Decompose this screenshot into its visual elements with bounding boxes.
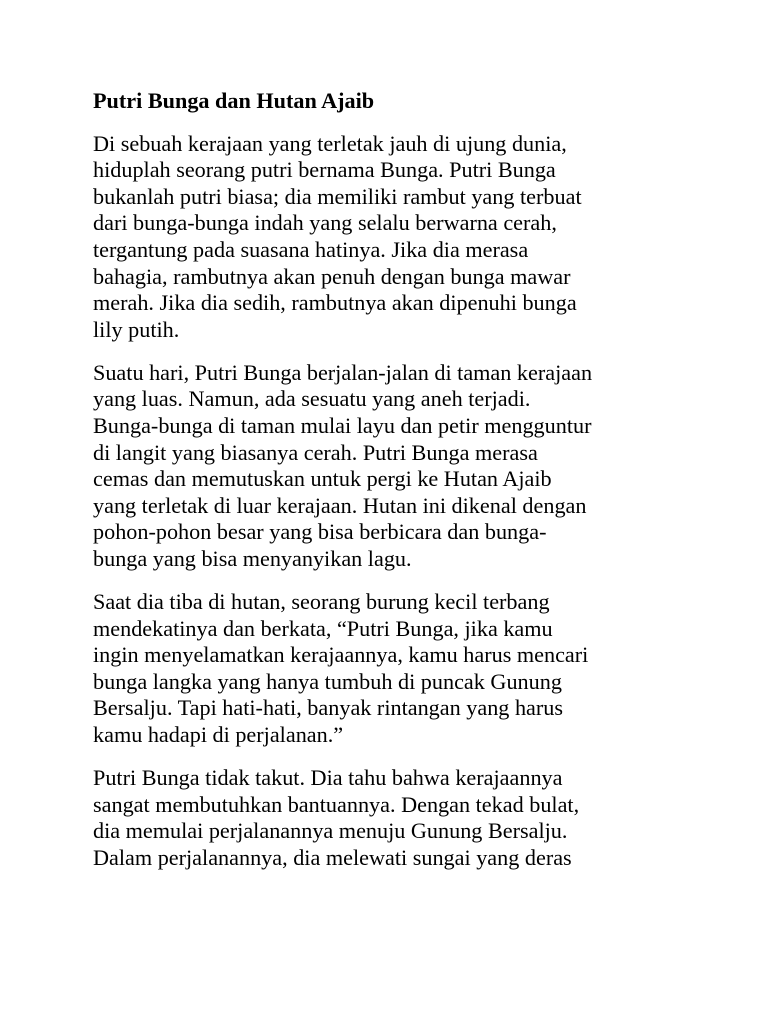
text-line: Saat dia tiba di hutan, seorang burung kecil terbang	[93, 589, 550, 615]
text-line: Bunga-bunga di taman mulai layu dan petir mengguntur	[93, 413, 592, 439]
text-line: lily putih.	[93, 316, 180, 342]
text-line: sangat membutuhkan bantuannya. Dengan tekad bulat,	[93, 791, 580, 817]
text-line: Putri Bunga tidak takut. Dia tahu bahwa kerajaannya	[93, 765, 563, 791]
text-line: bukanlah putri biasa; dia memiliki rambut yang terbuat	[93, 183, 582, 209]
text-line: Suatu hari, Putri Bunga berjalan-jalan di taman kerajaan	[93, 359, 593, 385]
text-line: ingin menyelamatkan kerajaannya, kamu harus mencari	[93, 642, 589, 668]
text-line: pohon-pohon besar yang bisa berbicara dan bunga-	[93, 519, 547, 545]
text-line: Bersalju. Tapi hati-hati, banyak rintangan yang harus	[93, 695, 563, 721]
paragraph-4	[93, 765, 683, 871]
text-line: yang terletak di luar kerajaan. Hutan ini dikenal dengan	[93, 492, 587, 518]
document-body	[93, 88, 683, 888]
text-line: merah. Jika dia sedih, rambutnya akan dipenuhi bunga	[93, 290, 577, 316]
text-line: di langit yang biasanya cerah. Putri Bunga merasa	[93, 439, 538, 465]
text-line: bunga langka yang hanya tumbuh di puncak Gunung	[93, 668, 562, 694]
text-line: bahagia, rambutnya akan penuh dengan bunga mawar	[93, 263, 571, 289]
text-line: mendekatinya dan berkata, “Putri Bunga, jika kamu	[93, 615, 553, 641]
paragraph-1	[93, 131, 683, 344]
text-line: hiduplah seorang putri bernama Bunga. Putri Bunga	[93, 157, 556, 183]
text-line: yang luas. Namun, ada sesuatu yang aneh terjadi.	[93, 386, 531, 412]
text-line: cemas dan memutuskan untuk pergi ke Hutan Ajaib	[93, 466, 552, 492]
paragraph-2	[93, 360, 683, 573]
text-line: Di sebuah kerajaan yang terletak jauh di ujung dunia,	[93, 130, 567, 156]
text-line: tergantung pada suasana hatinya. Jika dia merasa	[93, 236, 529, 262]
text-line: dari bunga-bunga indah yang selalu berwarna cerah,	[93, 210, 557, 236]
text-line: bunga yang bisa menyanyikan lagu.	[93, 546, 412, 571]
paragraph-3	[93, 589, 683, 749]
text-line: Dalam perjalanannya, dia melewati sungai yang deras	[93, 844, 572, 870]
text-line: kamu hadapi di perjalanan.”	[93, 722, 344, 748]
text-line: dia memulai perjalanannya menuju Gunung Bersalju.	[93, 818, 568, 844]
story-title: Putri Bunga dan Hutan Ajaib	[93, 88, 375, 113]
